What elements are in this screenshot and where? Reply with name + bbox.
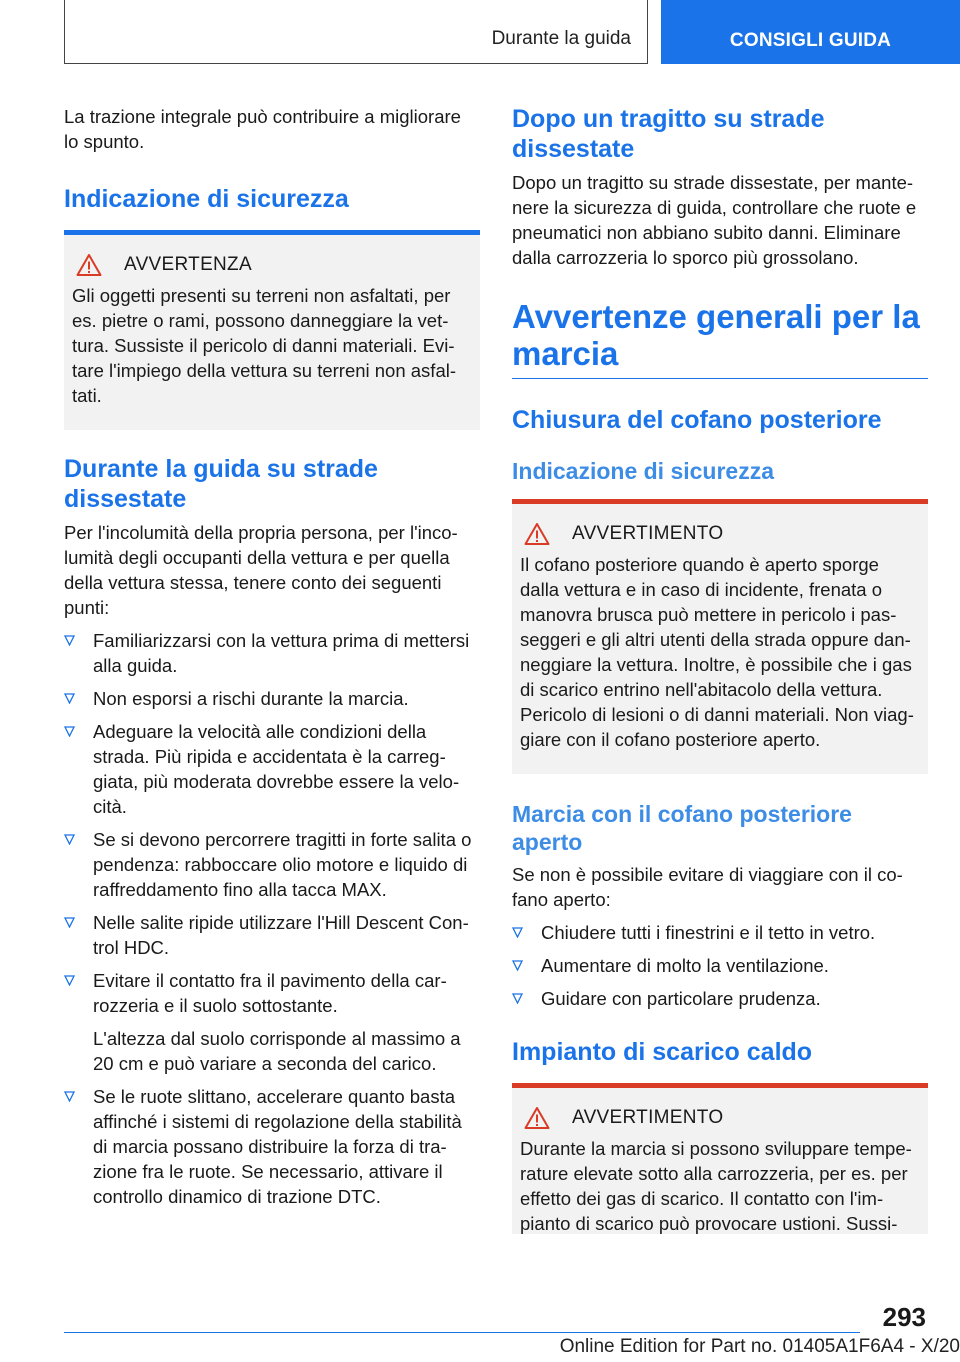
rough-road-list bbox=[64, 628, 480, 1018]
list-item-note: L'altezza dal suolo corrisponde al massimo a 20 cm e può variare a seconda del carico. bbox=[93, 1028, 461, 1074]
footer-divider bbox=[64, 1332, 860, 1333]
warning-box-1 bbox=[64, 230, 480, 430]
safety-heading-2: Indicazione di sicurezza bbox=[512, 458, 775, 484]
warning-box-2 bbox=[512, 499, 928, 774]
after-rough-heading: Dopo un tragitto su strade dissestate bbox=[512, 105, 825, 163]
list-item: Aumentare di molto la ventilazione. bbox=[512, 953, 928, 978]
warning-title: AVVERTIMENTO bbox=[572, 523, 724, 544]
open-tailgate-intro: Se non è possibile evitare di viaggiare con il cofano aperto: bbox=[512, 864, 903, 910]
triangle-bullet-icon bbox=[64, 693, 75, 704]
chapter-tab: CONSIGLI GUIDA bbox=[661, 0, 960, 64]
list-item: Adeguare la velocità alle condizioni della strada. Più ripida e accidentata è la carreggiata, più moderata dovrebbe essere la velocità. bbox=[64, 719, 480, 819]
warning-text: Gli oggetti presenti su terreni non asfaltati, per es. pietre o rami, possono danneggiare la vettura. Sussiste il pericolo di danni materiali. Evitare l'impiego della vettura su terreni non asfaltati. bbox=[72, 285, 457, 406]
list-item: Guidare con particolare prudenza. bbox=[512, 986, 928, 1011]
page-number: 293 bbox=[882, 1302, 926, 1332]
intro-text: La trazione integrale può contribuire a migliorare lo spunto. bbox=[64, 106, 461, 152]
list-item: Se si devono percorrere tragitti in forte salita o pendenza: rabboccare olio motore e liquido di raffreddamento fino alla tacca MAX. bbox=[64, 827, 480, 902]
triangle-bullet-icon bbox=[64, 917, 75, 928]
triangle-bullet-icon bbox=[64, 975, 75, 986]
safety-heading: Indicazione di sicurezza bbox=[64, 185, 349, 213]
general-heading: Avvertenze generali per la marcia bbox=[512, 298, 928, 379]
triangle-bullet-icon bbox=[64, 834, 75, 845]
warning-box-3 bbox=[512, 1083, 928, 1234]
section-title: Durante la guida bbox=[491, 28, 631, 49]
list-item: Se le ruote slittano, accelerare quanto basta affinché i sistemi di regolazione della stabilità di marcia possano distribuire la forza di trazione fra le ruote. Se necessario, attivare il controllo dinamico di trazione DTC. bbox=[64, 1084, 480, 1209]
footer-edition: Online Edition for Part no. 01405A1F6A4 - X/20 bbox=[559, 1336, 960, 1357]
triangle-bullet-icon bbox=[64, 1091, 75, 1102]
right-column bbox=[512, 100, 928, 1234]
triangle-bullet-icon bbox=[512, 993, 523, 1004]
after-rough-text: Dopo un tragitto su strade dissestate, per mantenere la sicurezza di guida, controllare che ruote e pneumatici non abbiano subito danni. Eliminare dalla carrozzeria lo sporco più grossolano. bbox=[512, 172, 917, 268]
left-column bbox=[64, 100, 480, 1209]
rough-road-intro: Per l'incolumità della propria persona, per l'incolumità degli occupanti della vettura e per quella della vettura stessa, tenere conto dei seguenti punti: bbox=[64, 522, 458, 618]
triangle-bullet-icon bbox=[512, 927, 523, 938]
list-item: Familiarizzarsi con la vettura prima di mettersi alla guida. bbox=[64, 628, 480, 678]
open-tailgate-list bbox=[512, 920, 928, 1011]
warning-title: AVVERTENZA bbox=[124, 254, 252, 275]
triangle-bullet-icon bbox=[64, 726, 75, 737]
list-item: Evitare il contatto fra il pavimento della carrozzeria e il suolo sottostante. bbox=[64, 968, 480, 1018]
header-frame bbox=[64, 0, 648, 64]
open-tailgate-heading: Marcia con il cofano posteriore aperto bbox=[512, 801, 852, 855]
warning-icon bbox=[524, 1106, 550, 1130]
warning-icon bbox=[524, 522, 550, 546]
list-item: Chiudere tutti i finestrini e il tetto in vetro. bbox=[512, 920, 928, 945]
list-item: Nelle salite ripide utilizzare l'Hill Descent Control HDC. bbox=[64, 910, 480, 960]
warning-text: Il cofano posteriore quando è aperto sporge dalla vettura e in caso di incidente, frenata o manovra brusca può mettere in pericolo i passeggeri e gli altri utenti della strada oppure danneggiare la vettura. Inoltre, è possibile che i gas di scarico entrino nell'abitacolo della vettura. Pericolo di lesioni o di danni materiali. Non viaggiare con il cofano posteriore aperto. bbox=[520, 554, 914, 750]
triangle-bullet-icon bbox=[512, 960, 523, 971]
exhaust-heading: Impianto di scarico caldo bbox=[512, 1038, 813, 1066]
triangle-bullet-icon bbox=[64, 635, 75, 646]
warning-text: Durante la marcia si possono sviluppare temperature elevate sotto alla carrozzeria, per es. per effetto dei gas di scarico. Il contatto con l'impianto di scarico può provocare ustioni. Sussi- bbox=[520, 1138, 912, 1234]
rough-road-heading: Durante la guida su strade dissestate bbox=[64, 455, 378, 513]
warning-title: AVVERTIMENTO bbox=[572, 1107, 724, 1128]
tailgate-heading: Chiusura del cofano posteriore bbox=[512, 406, 882, 434]
warning-icon bbox=[76, 253, 102, 277]
list-item: Non esporsi a rischi durante la marcia. bbox=[64, 686, 480, 711]
